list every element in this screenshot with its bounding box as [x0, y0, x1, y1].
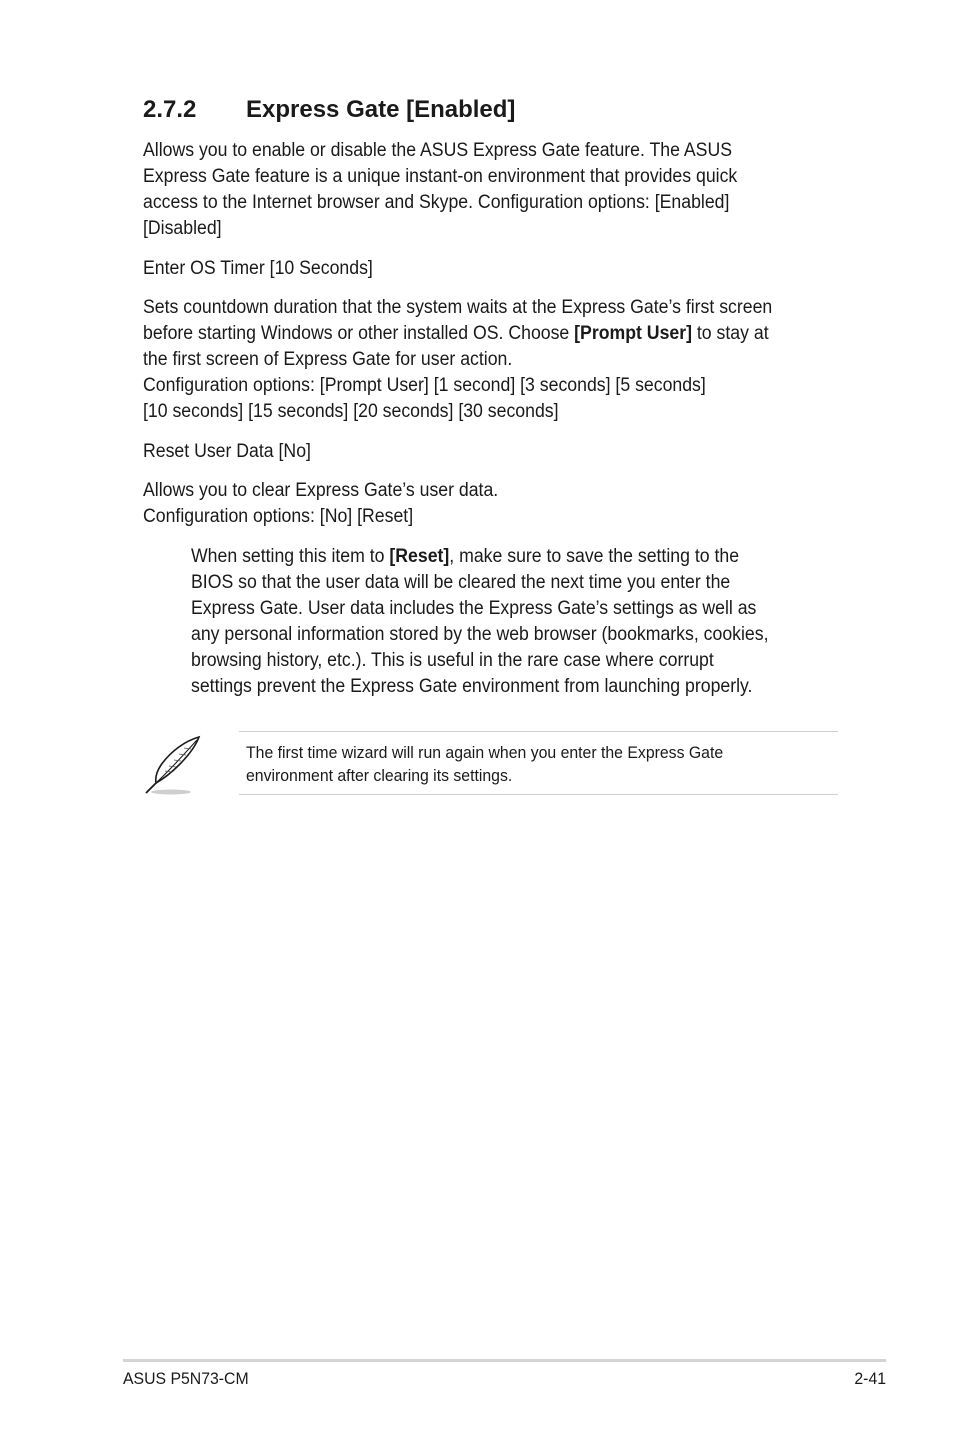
- note-bottom-rule: [239, 794, 838, 795]
- description-line: [10 seconds] [15 seconds] [20 seconds] [30 seconds]: [143, 401, 559, 422]
- description-line: Configuration options: [Prompt User] [1 second] [3 seconds] [5 seconds]: [143, 375, 706, 396]
- note-line: The first time wizard will run again when you enter the Express Gate: [246, 743, 724, 762]
- description-line: Configuration options: [No] [Reset]: [143, 506, 414, 527]
- prompt-user-option: [Prompt User]: [574, 323, 692, 344]
- feather-pen-icon: [141, 733, 205, 797]
- section-heading: [143, 94, 515, 126]
- reset-user-data-description: [143, 478, 813, 530]
- reset-user-data-label: Reset User Data [No]: [143, 441, 311, 462]
- intro-line: access to the Internet browser and Skype. Configuration options: [Enabled]: [143, 192, 730, 213]
- description-line: Sets countdown duration that the system waits at the Express Gate’s first screen: [143, 297, 773, 318]
- intro-line: [Disabled]: [143, 218, 222, 239]
- section-number: 2.7.2: [143, 96, 197, 123]
- reset-option: [Reset]: [389, 546, 450, 567]
- note-top-rule: [239, 731, 838, 732]
- reset-detail-paragraph: [191, 544, 805, 700]
- detail-line: browsing history, etc.). This is useful in the rare case where corrupt: [191, 650, 714, 671]
- description-line: the first screen of Express Gate for user action.: [143, 349, 513, 370]
- note-text: [246, 741, 723, 787]
- intro-paragraph: [143, 138, 813, 242]
- note-line: environment after clearing its settings.: [246, 766, 513, 785]
- detail-line: settings prevent the Express Gate environment from launching properly.: [191, 676, 753, 697]
- intro-line: Allows you to enable or disable the ASUS Express Gate feature. The ASUS: [143, 140, 733, 161]
- description-line: before starting Windows or other installed OS. Choose [Prompt User] to stay at: [143, 323, 769, 344]
- detail-line: Express Gate. User data includes the Express Gate’s settings as well as: [191, 598, 757, 619]
- enter-os-timer-label: Enter OS Timer [10 Seconds]: [143, 258, 373, 279]
- detail-line: any personal information stored by the web browser (bookmarks, cookies,: [191, 624, 769, 645]
- detail-line: When setting this item to [Reset], make sure to save the setting to the: [191, 546, 740, 567]
- footer-product-name: ASUS P5N73-CM: [123, 1369, 249, 1388]
- description-line: Allows you to clear Express Gate’s user data.: [143, 480, 499, 501]
- intro-line: Express Gate feature is a unique instant-on environment that provides quick: [143, 166, 738, 187]
- detail-line: BIOS so that the user data will be cleared the next time you enter the: [191, 572, 731, 593]
- enter-os-timer-description: [143, 295, 813, 425]
- footer-rule: [123, 1359, 886, 1362]
- section-title: Express Gate [Enabled]: [246, 96, 516, 123]
- footer-page-number: 2-41: [854, 1369, 886, 1388]
